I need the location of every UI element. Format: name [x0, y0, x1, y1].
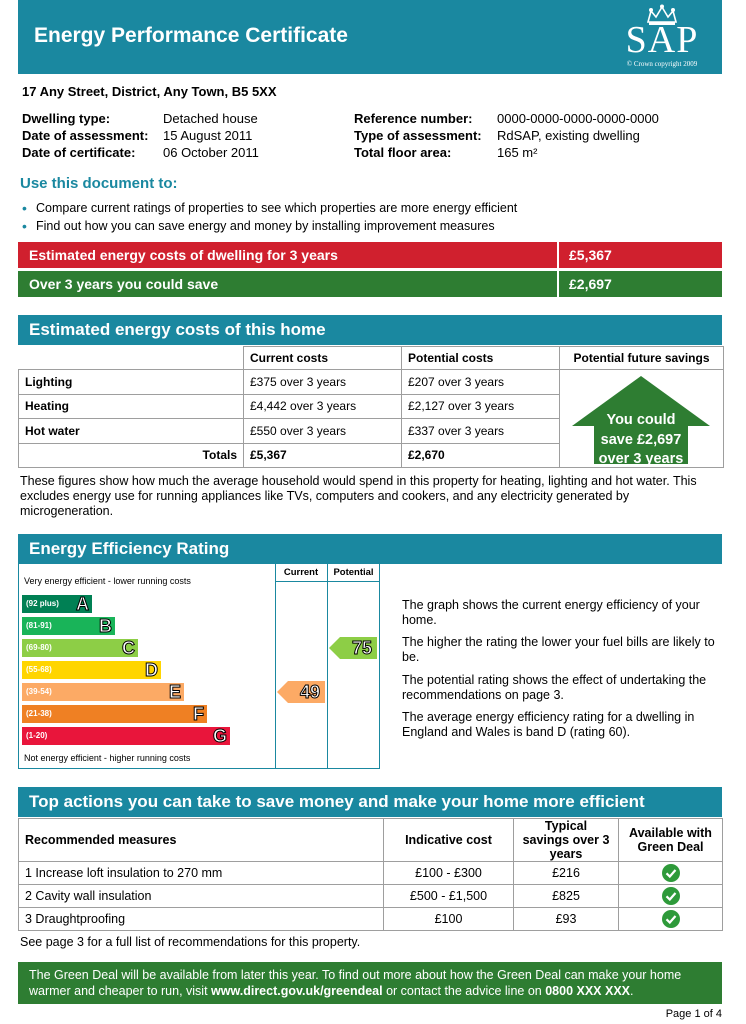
savings-arrow-cell	[560, 370, 724, 468]
property-info-right	[354, 110, 659, 161]
cost-potential: £2,127 over 3 years	[402, 394, 560, 419]
column-divider	[327, 563, 328, 769]
costs-section-title: Estimated energy costs of this home	[18, 315, 722, 345]
table-header: Potential future savings	[560, 347, 724, 370]
savings-arrow-line-1: You could	[606, 412, 676, 428]
sap-logo	[612, 4, 712, 70]
table-header: Available with Green Deal	[619, 819, 723, 862]
info-row	[354, 127, 659, 144]
energy-rating-chart	[18, 563, 380, 769]
info-row	[354, 144, 659, 161]
totals-potential: £2,670	[402, 443, 560, 468]
info-value: 0000-0000-0000-0000-0000	[497, 111, 659, 126]
page-number: Page 1 of 4	[665, 1008, 722, 1020]
band-range: (39-54)	[26, 687, 52, 696]
property-info-left	[22, 110, 259, 161]
info-label: Reference number:	[354, 111, 473, 126]
totals-current: £5,367	[244, 443, 402, 468]
band-letter: A	[76, 594, 89, 614]
band-range: (21-38)	[26, 709, 52, 718]
green-deal-availability	[619, 862, 723, 885]
table-header: Potential costs	[402, 347, 560, 370]
potential-rating-arrow	[329, 637, 377, 659]
band-letter: C	[122, 638, 135, 658]
property-address: 17 Any Street, District, Any Town, B5 5XX	[22, 84, 277, 99]
green-deal-banner	[18, 962, 722, 1004]
table-row	[19, 370, 724, 395]
info-value: 165 m²	[497, 145, 538, 160]
rating-text-1: The graph shows the current energy efficiency of your home.	[402, 598, 700, 627]
rating-band-e	[22, 683, 184, 701]
info-label: Date of assessment:	[22, 128, 149, 143]
table-header: Recommended measures	[19, 819, 384, 862]
info-row	[22, 127, 259, 144]
cost-item-name: Heating	[19, 394, 244, 419]
rating-section-title: Energy Efficiency Rating	[18, 534, 722, 564]
sap-logo-text: SAP	[625, 19, 699, 61]
savings-value: £2,697	[557, 271, 722, 297]
use-document-title: Use this document to:	[20, 175, 178, 192]
measure-saving: £216	[514, 862, 619, 885]
cost-current: £4,442 over 3 years	[244, 394, 402, 419]
measure-name: 2 Cavity wall insulation	[19, 885, 384, 908]
column-header-divider	[275, 581, 380, 582]
savings-arrow-line-3: over 3 years	[598, 451, 684, 464]
info-value: 06 October 2011	[163, 145, 259, 160]
table-row	[19, 885, 723, 908]
band-range: (81-91)	[26, 621, 52, 630]
cost-current: £550 over 3 years	[244, 419, 402, 444]
info-label: Dwelling type:	[22, 111, 111, 126]
info-value: Detached house	[163, 111, 258, 126]
rating-text-2: The higher the rating the lower your fuel bills are likely to be.	[402, 635, 715, 664]
rating-text-4: The average energy efficiency rating for a dwelling in England and Wales is band D (rating 60).	[402, 710, 695, 739]
band-range: (69-80)	[26, 643, 52, 652]
measure-cost: £100 - £300	[384, 862, 514, 885]
estimated-cost-bar	[18, 242, 722, 268]
rating-band-c	[22, 639, 138, 657]
info-label: Total floor area:	[354, 145, 452, 160]
measure-name: 1 Increase loft insulation to 270 mm	[19, 862, 384, 885]
info-label: Date of certificate:	[22, 145, 136, 160]
current-column-header: Current	[283, 567, 319, 578]
estimated-cost-value: £5,367	[557, 242, 722, 268]
estimated-cost-label: Estimated energy costs of dwelling for 3 years	[29, 247, 338, 263]
actions-section-title: Top actions you can take to save money and make your home more efficient	[18, 787, 722, 817]
info-row	[22, 144, 259, 161]
green-deal-availability	[619, 908, 723, 931]
check-circle-icon	[662, 864, 680, 882]
savings-arrow-line-2: save £2,697	[600, 432, 682, 448]
cost-potential: £207 over 3 years	[402, 370, 560, 395]
savings-bar	[18, 271, 722, 297]
efficient-label: Very energy efficient - lower running costs	[24, 576, 191, 586]
band-letter: G	[212, 726, 227, 746]
cost-item-name: Hot water	[19, 419, 244, 444]
band-range: (55-68)	[26, 665, 52, 674]
costs-table	[18, 346, 724, 468]
rating-band-a	[22, 595, 92, 613]
table-row	[19, 908, 723, 931]
bullet-item: • Find out how you can save energy and money by installing improvement measures	[22, 217, 517, 235]
table-header-row	[19, 819, 723, 862]
table-header: Current costs	[244, 347, 402, 370]
measure-saving: £825	[514, 885, 619, 908]
rating-band-f	[22, 705, 207, 723]
rating-text-3: The potential rating shows the effect of undertaking the recommendations on page 3.	[402, 673, 707, 702]
inefficient-label: Not energy efficient - higher running costs	[24, 753, 191, 763]
savings-label: Over 3 years you could save	[29, 276, 219, 292]
costs-description: These figures show how much the average household would spend in this property for heating, lighting and hot water. This excludes energy use for running appliances like TVs, computers and cookers, and any electricity generated by microgeneration.	[20, 474, 697, 518]
band-letter: D	[145, 660, 158, 680]
green-deal-link[interactable]: www.direct.gov.uk/greendeal	[211, 984, 383, 998]
info-label: Type of assessment:	[354, 128, 482, 143]
table-header: Typical savings over 3 years	[514, 819, 619, 862]
current-rating-arrow	[277, 681, 325, 703]
cost-item-name: Lighting	[19, 370, 244, 395]
table-header-blank	[19, 347, 244, 370]
info-value: RdSAP, existing dwelling	[497, 128, 640, 143]
green-deal-text: .	[630, 984, 634, 998]
check-circle-icon	[662, 887, 680, 905]
band-range: (92 plus)	[26, 599, 59, 608]
table-header-row	[19, 347, 724, 370]
info-value: 15 August 2011	[163, 128, 253, 143]
use-document-list	[22, 199, 517, 235]
copyright-text: © Crown copyright 2009	[626, 60, 698, 68]
potential-rating-value: 75	[351, 638, 372, 658]
measure-cost: £100	[384, 908, 514, 931]
band-letter: E	[168, 682, 181, 702]
band-letter: F	[193, 704, 204, 724]
actions-footnote: See page 3 for a full list of recommendations for this property.	[20, 935, 361, 949]
actions-table	[18, 818, 723, 931]
potential-column-header: Potential	[333, 567, 374, 578]
rating-band-g	[22, 727, 230, 745]
savings-house-arrow-icon	[560, 370, 723, 464]
measure-cost: £500 - £1,500	[384, 885, 514, 908]
green-deal-text: or contact the advice line on	[382, 984, 546, 998]
table-header: Indicative cost	[384, 819, 514, 862]
totals-label: Totals	[19, 443, 244, 468]
info-row	[22, 110, 259, 127]
cost-potential: £337 over 3 years	[402, 419, 560, 444]
measure-name: 3 Draughtproofing	[19, 908, 384, 931]
rating-band-d	[22, 661, 161, 679]
header-bar	[18, 0, 722, 74]
table-row	[19, 862, 723, 885]
green-deal-text: The Green Deal will be available from later this year. To find out more about how the Green Deal can make your home warmer and cheaper to run, visit	[29, 968, 682, 998]
column-divider	[275, 563, 276, 769]
bullet-item: • Compare current ratings of properties to see which properties are more energy efficient	[22, 199, 517, 217]
page-title: Energy Performance Certificate	[34, 24, 348, 47]
info-row	[354, 110, 659, 127]
band-range: (1-20)	[26, 731, 48, 740]
current-rating-value: 49	[299, 682, 320, 702]
green-deal-phone: 0800 XXX XXX	[545, 984, 630, 998]
check-circle-icon	[662, 910, 680, 928]
measure-saving: £93	[514, 908, 619, 931]
rating-band-b	[22, 617, 115, 635]
cost-current: £375 over 3 years	[244, 370, 402, 395]
green-deal-availability	[619, 885, 723, 908]
band-letter: B	[99, 616, 112, 636]
